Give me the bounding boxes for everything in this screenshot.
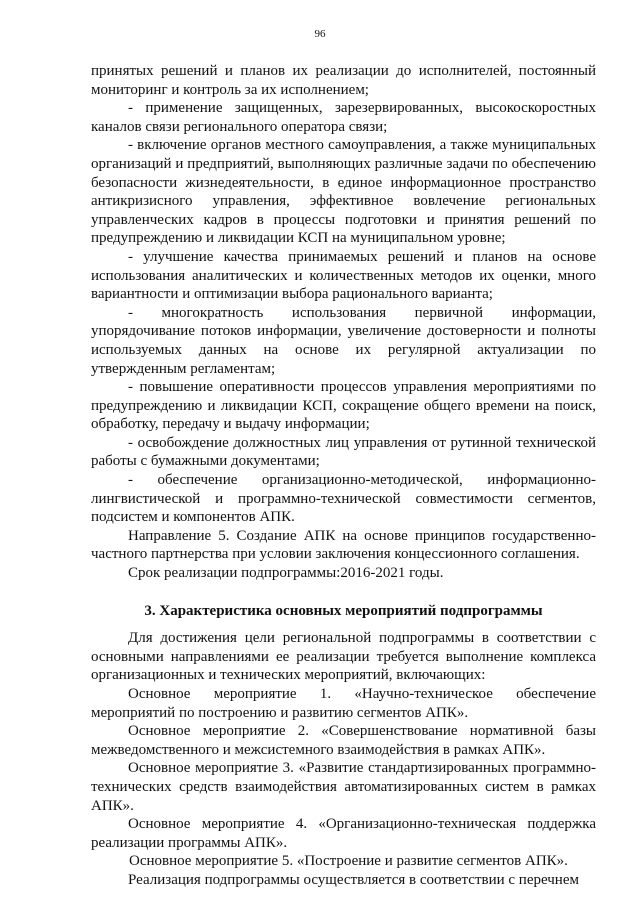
paragraph: Основное мероприятие 4. «Организационно-техническая поддержка реализации программы АПК». bbox=[91, 816, 596, 851]
paragraph: Направление 5. Создание АПК на основе принципов государственно-частного партнерства при условии заключения концессионного соглашения. bbox=[91, 527, 596, 563]
document-body bbox=[91, 62, 596, 890]
paragraph: Основное мероприятие 1. «Научно-техническое обеспечение мероприятий по построению и развитию сегментов АПК». bbox=[91, 686, 596, 721]
paragraph: Основное мероприятие 5. «Построение и развитие сегментов АПК». bbox=[129, 853, 568, 870]
paragraph: Срок реализации подпрограммы:2016-2021 годы. bbox=[128, 565, 444, 582]
paragraph: Основное мероприятие 3. «Развитие стандартизированных программно-технических средств взаимодействия автоматизированных систем в рамках АПК». bbox=[91, 760, 596, 814]
list-item: - применение защищенных, зарезервированных, высокоскоростных каналов связи регионального оператора связи; bbox=[91, 100, 596, 135]
paragraph: Для достижения цели региональной подпрограммы в соответствии с основными направлениями ее реализации требуется выполнение комплекса организационных и технических мероприятий, включающих: bbox=[91, 630, 596, 684]
page-number: 96 bbox=[314, 28, 326, 40]
paragraph: Реализация подпрограммы осуществляется в соответствии с перечнем bbox=[128, 871, 579, 888]
list-item: - многократность использования первичной информации, упорядочивание потоков информации, увеличение достоверности и полноты используемых данных на основе их регулярной актуализации по утвержденным регламентам; bbox=[91, 304, 596, 377]
paragraph: Основное мероприятие 2. «Совершенствование нормативной базы межведомственного и межсистемного взаимодействия в рамках АПК». bbox=[91, 723, 596, 758]
list-item: - включение органов местного самоуправления, а также муниципальных организаций и предприятий, выполняющих различные задачи по обеспечению безопасности жизнедеятельности, в единое информационное пространство антикризисного управления, эффективное вовлечение региональных управленческих кадров в процессы подготовки и принятия решений по предупреждению и ликвидации КСП на муниципальном уровне; bbox=[91, 137, 596, 247]
list-item: - освобождение должностных лиц управления от рутинной технической работы с бумажными документами; bbox=[91, 434, 596, 470]
section-heading: 3. Характеристика основных мероприятий подпрограммы bbox=[144, 602, 543, 619]
list-item: - повышение оперативности процессов управления мероприятиями по предупреждению и ликвидации КСП, сокращение общего времени на поиск, обработку, передачу и выдачу информации; bbox=[91, 379, 596, 433]
list-item: - обеспечение организационно-методической, информационно-лингвистической и программно-технической совместимости сегментов, подсистем и компонентов АПК. bbox=[91, 472, 596, 526]
list-item: - улучшение качества принимаемых решений и планов на основе использования аналитических и количественных методов их оценки, много вариантности и оптимизации выбора рационального варианта; bbox=[91, 248, 596, 303]
paragraph: принятых решений и планов их реализации до исполнителей, постоянный мониторинг и контроль за их исполнением; bbox=[91, 63, 596, 98]
